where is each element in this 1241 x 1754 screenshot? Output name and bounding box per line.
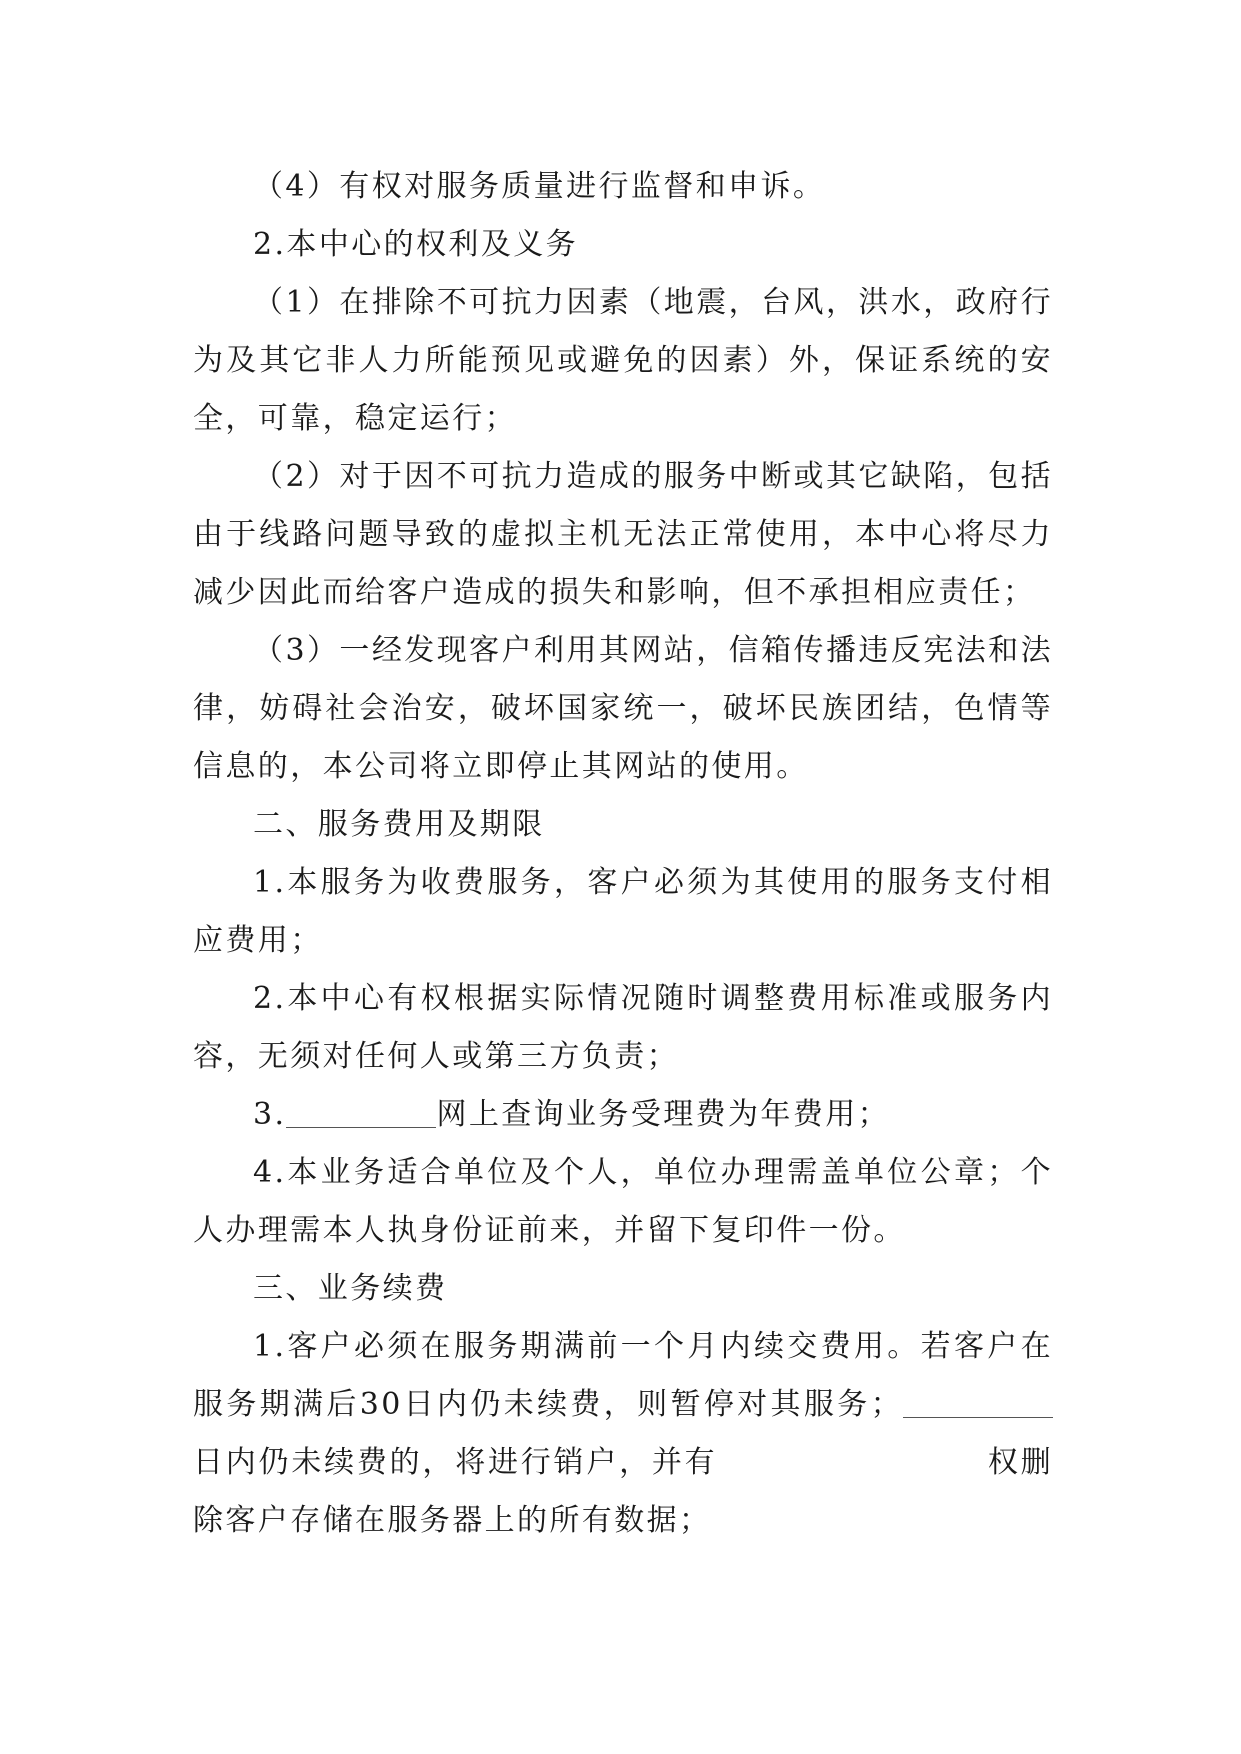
paragraph-applicants: 4.本业务适合单位及个人，单位办理需盖单位公章；个人办理需本人执身份证前来，并留下复印件一份。: [193, 1155, 1053, 1248]
paragraph-renewal-terms: [193, 1318, 1053, 1550]
document-body: [193, 158, 1053, 1550]
renewal-text-end: 权删除客户存储在服务器上的所有数据；: [193, 1445, 1053, 1538]
paragraph-annual-fee: [193, 1086, 1053, 1144]
annual-fee-number: 3.: [253, 1097, 287, 1132]
heading-renewal: 三、业务续费: [253, 1271, 448, 1306]
paragraph-service-interruption: （2）对于因不可抗力造成的服务中断或其它缺陷，包括由于线路问题导致的虚拟主机无法正常使用，本中心将尽力减少因此而给客户造成的损失和影响，但不承担相应责任；: [193, 459, 1053, 610]
paragraph-force-majeure: （1）在排除不可抗力因素（地震，台风，洪水，政府行为及其它非人力所能预见或避免的因素）外，保证系统的安全，可靠，稳定运行；: [193, 285, 1053, 436]
renewal-text-middle: 日内仍未续费的，将进行销户，并有: [193, 1445, 718, 1480]
heading-fees-and-term: 二、服务费用及期限: [253, 807, 545, 842]
heading-center-rights: 2.本中心的权利及义务: [253, 227, 579, 262]
renewal-text-start: 1.客户必须在服务期满前一个月内续交费用。若客户在服务期满后30日内仍未续费，则暂停对其服务；: [193, 1329, 1053, 1422]
paragraph-rights-supervise: （4）有权对服务质量进行监督和申诉。: [253, 169, 826, 204]
annual-fee-blank: [286, 1095, 436, 1128]
annual-fee-text: 网上查询业务受理费为年费用；: [436, 1097, 891, 1132]
paragraph-paid-service: 1.本服务为收费服务，客户必须为其使用的服务支付相应费用；: [193, 865, 1053, 958]
paragraph-adjust-fees: 2.本中心有权根据实际情况随时调整费用标准或服务内容，无须对任何人或第三方负责；: [193, 981, 1053, 1074]
paragraph-illegal-content: （3）一经发现客户利用其网站，信箱传播违反宪法和法律，妨碍社会治安，破坏国家统一，破坏民族团结，色情等信息的，本公司将立即停止其网站的使用。: [193, 633, 1053, 784]
renewal-days-blank: [903, 1385, 1053, 1418]
